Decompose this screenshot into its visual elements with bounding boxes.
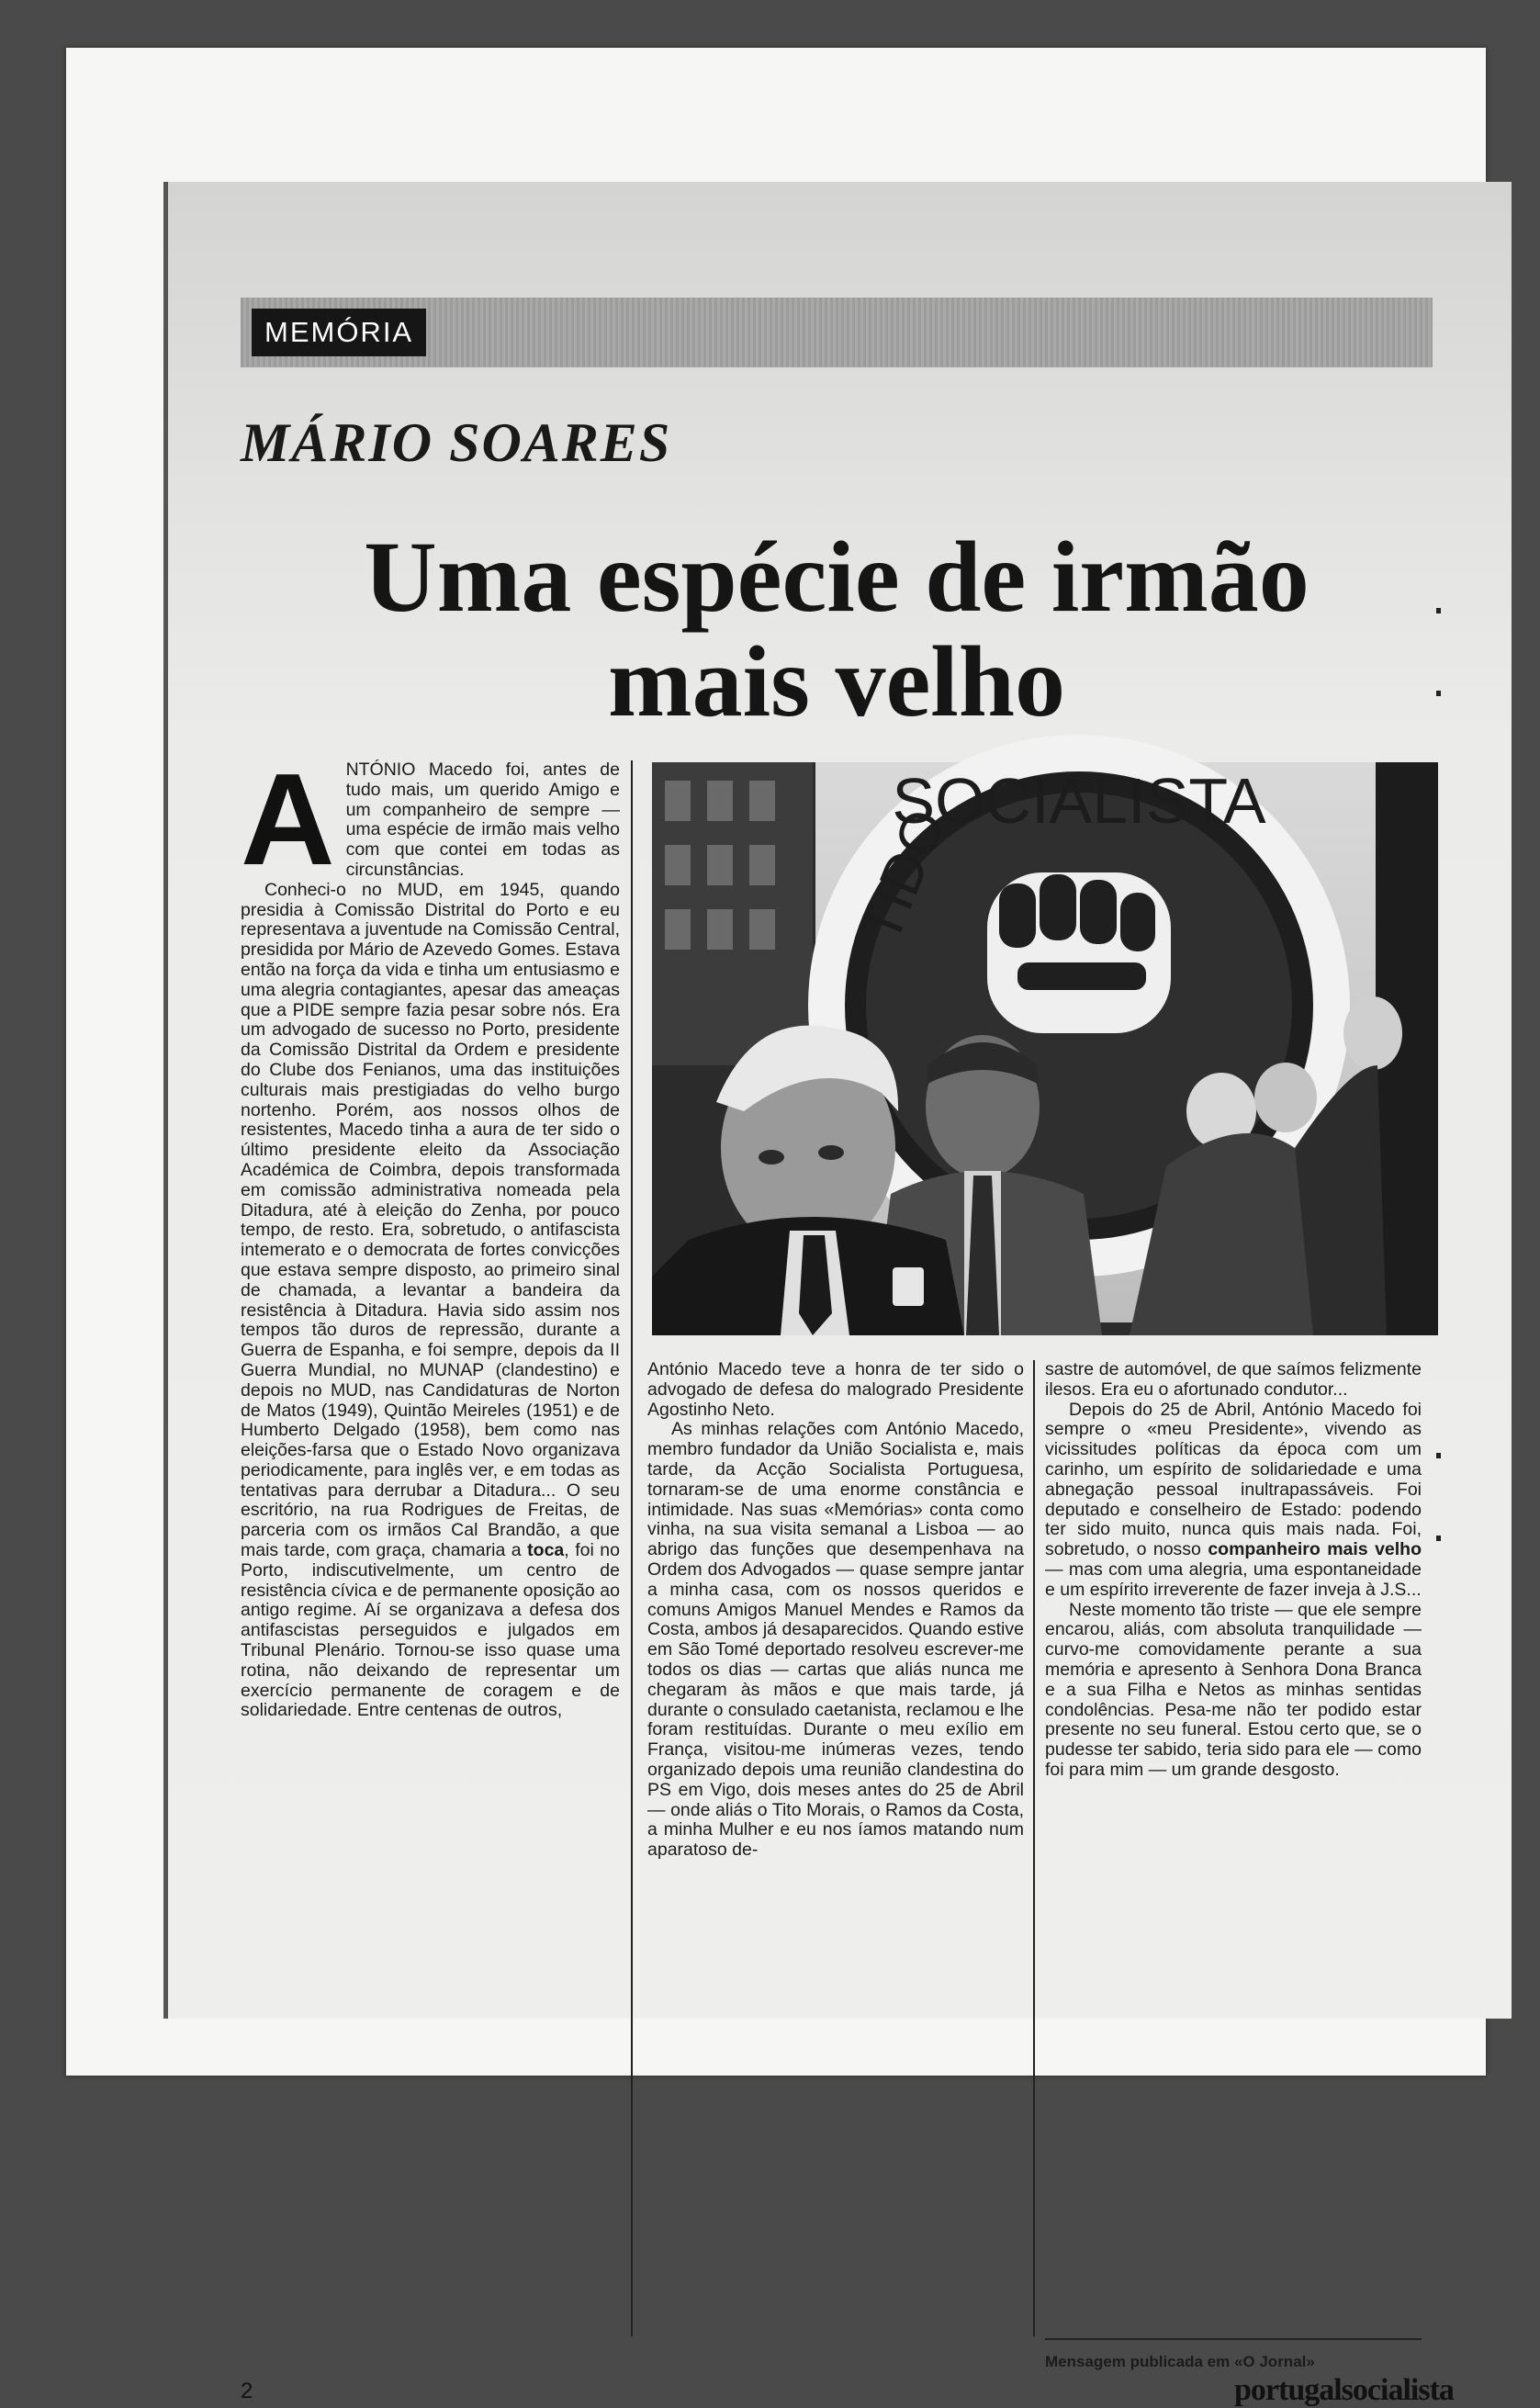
newspaper-page <box>163 182 1512 2407</box>
paragraph: As minhas relações com António Macedo, membro fundador da União Socialista e, mais tarde, da Acção Socialista Portuguesa, tornaram-se de uma enorme constância e intimidade. Nas suas «Memórias» conta como vinha, na sua visita semanal a Lisboa — ao abrigo das funções que desempenhava na Ordem dos Advogados — quase sempre jantar a minha casa, com os nossos queridos e comuns Amigos Manuel Mendes e Ramos da Costa, ambos já desaparecidos. Quando estive em São Tomé deportado resolveu escrever-me todos os dias — cartas que aliás nunca me chegaram às mãos e que mais tarde, já durante o consulado caetanista, reclamou e lhe foram restituídas. Durante o meu exílio em França, visitou-me inúmeras vezes, tendo organizado depois uma reunião clandestina do PS em Vigo, dois meses antes do 25 de Abril — onde aliás o Tito Morais, o Ramos da Costa, a minha Mulher e eu nos íamos matando num aparatoso de- <box>647 1419 1024 1861</box>
emphasis-text: companheiro mais velho <box>1208 1539 1422 1560</box>
photo-illustration <box>652 762 1438 1335</box>
drop-cap: A <box>241 747 335 893</box>
paragraph-text: Conheci-o no MUD, em 1945, quando presidia à Comissão Distrital do Porto e eu representava a juventude na Comissão Central, presidida por Mário de Azevedo Gomes. Estava então na força da vida e tinha um entusiasmo e uma alegria contagiantes, apesar das ameaças que a PIDE sempre fazia pesar sobre nós. Era um advogado de sucesso no Porto, presidente da Comissão Distrital da Ordem e presidente do Clube dos Fenianos, uma das instituições culturais mais prestigiadas do velho burgo nortenho. Porém, aos nossos olhos de resistentes, Macedo tinha a aura de ter sido o último presidente eleito da Associação Académica de Coimbra, depois transformada em comissão administrativa nomeada pela Ditadura, até à eleição do Zenha, por pouco tempo, de resto. Era, sobretudo, o antifascista intemerato e o democrata de fortes convicções que estava sempre disposto, ao primeiro sinal de chamada, a levantar a bandeira da resistência à Ditadura. Havia sido assim nos tempos tão duros de repressão, durante a Guerra de Espanha, e foi sempre, depois da II Guerra Mundial, no MUNAP (clandestino) e depois no MUD, nas Candidaturas de Norton de Matos (1949), Quintão Meireles (1951) e de Humberto Delgado (1958), bem como nas eleições-farsa que o Estado Novo organizava periodicamente, para inglês ver, e em todas as tentativas para derrubar a Ditadura... O seu escritório, na rua Rodrigues de Freitas, de parceria com os irmãos Cal Brandão, a que mais tarde, com graça, chamaria a <box>241 879 620 1561</box>
margin-mark <box>1436 1536 1441 1541</box>
article-column-2 <box>647 1360 1024 2361</box>
paragraph <box>1045 1401 1422 1601</box>
emphasis-text: toca <box>527 1540 565 1561</box>
scanned-sheet <box>66 48 1486 2407</box>
article-column-1 <box>241 747 620 2022</box>
headline-line-2: mais velho <box>607 625 1066 737</box>
paragraph: António Macedo teve a honra de ter sido o advogado de defesa do malogrado Presidente Agostinho Neto. <box>647 1359 1024 1420</box>
margin-mark <box>1436 608 1441 613</box>
background-ghost-lettering <box>1091 391 1112 489</box>
margin-mark <box>1436 691 1441 696</box>
page-edge-shadow <box>163 182 168 2019</box>
page-number: 2 <box>241 2379 253 2403</box>
paragraph: sastre de automóvel, de que saímos felizmente ilesos. Era eu o afortunado condutor... <box>1045 1359 1422 1400</box>
paragraph-text: — mas com uma alegria, uma espontaneidade e um espírito irreverente de fazer inveja à J.S... <box>1045 1558 1422 1600</box>
paragraph-text: , foi no Porto, indiscutivelmente, um centro de resistência cívica e de permanente oposição ao antigo regime. Aí se organizava a defesa dos antifascistas perseguidos e julgados em Tribunal Plenário. Tornou-se isso quase uma rotina, não deixando de representar um exercício permanente de coragem e de solidariedade. Entre centenas de outros, <box>241 1540 620 1721</box>
margin-mark <box>1436 1453 1441 1458</box>
paragraph: Neste momento tão triste — que ele sempre encarou, aliás, com absoluta tranquilidade — curvo-me comovidamente perante a sua memória e apresento à Senhora Dona Branca e a sua Filha e Netos as minhas sentidas condolências. Pesa-me não ter podido estar presente no seu funeral. Estou certo que, se o pudesse ter sabido, teria sido para ele — como foi para mim — um grande desgosto. <box>1045 1599 1422 1780</box>
paragraph <box>241 881 620 1721</box>
column-rule <box>631 760 633 2336</box>
banner-text: SOCIALISTA <box>892 765 1266 837</box>
section-label: MEMÓRIA <box>252 309 426 356</box>
column-rule <box>1033 1360 1035 2336</box>
credit-line: Mensagem publicada em «O Jornal» <box>1045 2353 1315 2370</box>
paragraph: NTÓNIO Macedo foi, antes de tudo mais, um querido Amigo e um companheiro de sempre — uma espécie de irmão mais velho com que contei em todas as circunstâncias. <box>345 760 620 880</box>
author-name: MÁRIO SOARES <box>241 412 672 473</box>
photograph-rally <box>652 762 1438 1335</box>
fist-emblem-icon <box>987 872 1171 1033</box>
banner-text-partial: TIDO <box>849 801 959 951</box>
paragraph-text: Depois do 25 de Abril, António Macedo foi sempre o «meu Presidente», vivendo as vicissitudes políticas da época com um carinho, um espírito de solidariedade e uma abnegação pessoal inultrapassáveis. Foi deputado e conselheiro de Estado: podendo ter sido muito, nunca quis mais nada. Foi, sobretudo, o nosso <box>1045 1399 1422 1560</box>
credit-rule <box>1045 2338 1422 2340</box>
headline-line-1: Uma espécie de irmão <box>364 521 1310 633</box>
publication-logo: portugalsocialista <box>1234 2373 1454 2407</box>
article-column-3 <box>1045 1360 1422 2370</box>
